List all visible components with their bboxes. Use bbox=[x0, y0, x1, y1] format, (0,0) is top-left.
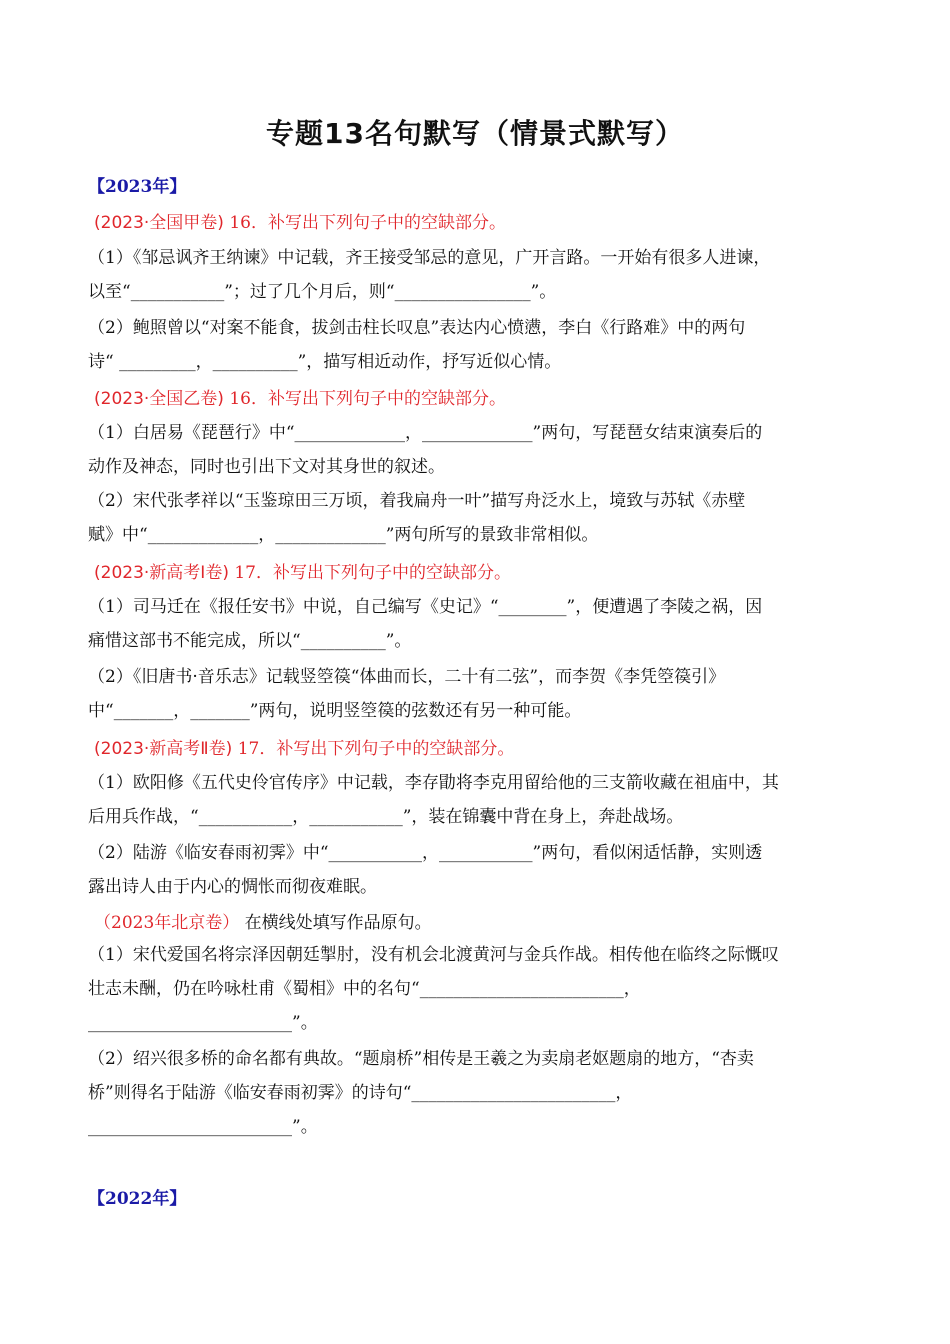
question-item bbox=[88, 836, 864, 904]
question-source: (2023·新高考Ⅱ卷) bbox=[94, 739, 233, 759]
item-line: ________________________”。 bbox=[88, 1117, 318, 1137]
item-line: （1）宋代爱国名将宗泽因朝廷掣肘，没有机会北渡黄河与金兵作战。相传他在临终之际慨叹 bbox=[88, 945, 779, 965]
question-instruction: 17．补写出下列句子中的空缺部分。 bbox=[234, 563, 511, 583]
item-line: （1）司马迁在《报任安书》中说，自己编写《史记》“________”，便遭遇了李陵之祸，因 bbox=[88, 597, 763, 617]
item-line: 桥”则得名于陆游《临安春雨初霁》的诗句“________________________， bbox=[88, 1083, 633, 1103]
question-source-line bbox=[94, 208, 506, 233]
question-source-line bbox=[94, 908, 432, 933]
item-line: （1）欧阳修《五代史伶官传序》中记载，李存勖将李克用留给他的三支箭收藏在祖庙中，其 bbox=[88, 773, 779, 793]
question-instruction: 16．补写出下列句子中的空缺部分。 bbox=[229, 389, 506, 409]
question-instruction: 16．补写出下列句子中的空缺部分。 bbox=[229, 213, 506, 233]
item-line: （1）白居易《琵琶行》中“_____________，_____________”两句，写琵琶女结束演奏后的 bbox=[88, 423, 763, 443]
question-item bbox=[88, 938, 864, 1040]
item-line: （2）鲍照曾以“对案不能食，拔剑击柱长叹息”表达内心愤懑，李白《行路难》中的两句 bbox=[88, 318, 746, 338]
item-line: （2）绍兴很多桥的命名都有典故。“题扇桥”相传是王羲之为卖扇老妪题扇的地方，“杏卖 bbox=[88, 1049, 754, 1069]
question-item bbox=[88, 241, 864, 309]
year-heading-2022: 【2022年】 bbox=[88, 1189, 187, 1209]
question-item bbox=[88, 766, 864, 834]
item-line: 以至“___________”；过了几个月后，则“________________”。 bbox=[88, 282, 557, 302]
item-line: 痛惜这部书不能完成，所以“__________”。 bbox=[88, 631, 412, 651]
question-source: (2023·全国甲卷) bbox=[94, 213, 224, 233]
question-item bbox=[88, 416, 864, 484]
question-item bbox=[88, 590, 864, 658]
page-title: 专题13名句默写（情景式默写） bbox=[266, 117, 684, 150]
question-source-line bbox=[94, 558, 511, 583]
item-line: 诗“ _________，__________”，描写相近动作，抒写近似心情。 bbox=[88, 352, 562, 372]
question-source: (2023·新高考Ⅰ卷) bbox=[94, 563, 229, 583]
question-instruction: 在横线处填写作品原句。 bbox=[244, 913, 432, 933]
question-source-line bbox=[94, 734, 514, 759]
question-source: （2023年北京卷） bbox=[94, 913, 240, 933]
item-line: 赋》中“_____________，_____________”两句所写的景致非常相似。 bbox=[88, 525, 599, 545]
item-line: （2）陆游《临安春雨初霁》中“___________，___________”两句，看似闲适恬静，实则透 bbox=[88, 843, 763, 863]
question-item bbox=[88, 484, 864, 552]
question-instruction: 17．补写出下列句子中的空缺部分。 bbox=[237, 739, 515, 759]
question-item bbox=[88, 311, 864, 379]
question-item bbox=[88, 1042, 864, 1144]
item-line: （1）《邹忌讽齐王纳谏》中记载，齐王接受邹忌的意见，广开言路。一开始有很多人进谏， bbox=[88, 248, 771, 268]
item-line: 露出诗人由于内心的惆怅而彻夜难眠。 bbox=[88, 877, 377, 897]
question-item bbox=[88, 660, 864, 728]
item-line: （2）宋代张孝祥以“玉鉴琼田三万顷，着我扁舟一叶”描写舟泛水上，境致与苏轼《赤壁 bbox=[88, 491, 746, 511]
item-line: ________________________”。 bbox=[88, 1013, 318, 1033]
item-line: 壮志未酬，仍在吟咏杜甫《蜀相》中的名句“________________________， bbox=[88, 979, 641, 999]
question-source: (2023·全国乙卷) bbox=[94, 389, 224, 409]
item-line: 动作及神态，同时也引出下文对其身世的叙述。 bbox=[88, 457, 445, 477]
item-line: 后用兵作战，“___________，___________”，装在锦囊中背在身上，奔赴战场。 bbox=[88, 807, 684, 827]
question-source-line bbox=[94, 384, 506, 409]
year-heading-2023: 【2023年】 bbox=[88, 177, 187, 197]
item-line: 中“_______，_______”两句，说明竖箜篌的弦数还有另一种可能。 bbox=[88, 701, 582, 721]
item-line: （2）《旧唐书·音乐志》记载竖箜篌“体曲而长，二十有二弦”，而李贺《李凭箜篌引》 bbox=[88, 667, 726, 687]
